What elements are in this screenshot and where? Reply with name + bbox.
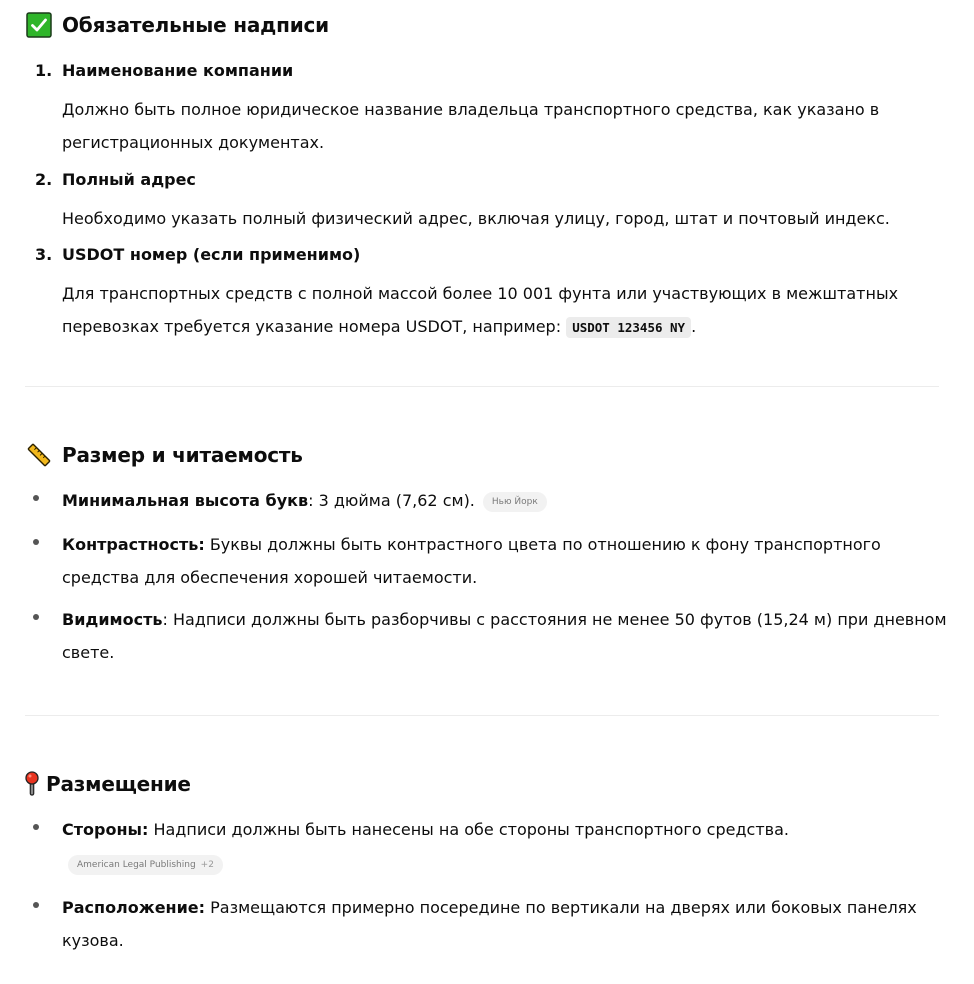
item-body: : Надписи должны быть разборчивы с расстояния не менее 50 футов (15,24 м) при дневном свете. <box>62 610 947 662</box>
section-title: Размещение <box>46 772 191 796</box>
source-chip[interactable] <box>68 855 223 875</box>
item-text <box>62 603 952 669</box>
round-pushpin-icon <box>24 771 40 797</box>
bullet-icon <box>33 539 39 545</box>
source-count: +2 <box>200 860 214 870</box>
item-text <box>62 891 952 957</box>
item-label: Видимость <box>62 610 163 629</box>
bullet-icon <box>33 614 39 620</box>
item-text <box>62 528 952 594</box>
bullet-icon <box>33 902 39 908</box>
bullet-icon <box>33 495 39 501</box>
source-chip[interactable]: Нью Йорк <box>483 492 547 512</box>
description-text: Для транспортных средств с полной массой более 10 001 фунта или участвующих в межштатных перевозках требуется указание номера USDOT, например: <box>62 284 899 336</box>
source-name: American Legal Publishing <box>77 860 196 870</box>
section-divider <box>25 386 939 387</box>
item-label: Контрастность: <box>62 535 205 554</box>
item-body: Надписи должны быть нанесены на обе стороны транспортного средства. <box>148 820 789 839</box>
item-description <box>62 277 942 344</box>
check-mark-button-icon <box>26 12 52 38</box>
item-text <box>62 484 952 517</box>
item-title: Наименование компании <box>62 61 294 80</box>
item-body: Буквы должны быть контрастного цвета по отношению к фону транспортного средства для обеспечения хорошей читаемости. <box>62 535 881 587</box>
section-title: Размер и читаемость <box>62 443 303 467</box>
item-description: Должно быть полное юридическое название владельца транспортного средства, как указано в регистрационных документах. <box>62 100 880 152</box>
item-body: : 3 дюйма (7,62 см). <box>308 491 475 510</box>
item-label: Стороны: <box>62 820 149 839</box>
item-text <box>62 813 952 846</box>
section-heading-placement <box>24 771 191 797</box>
item-title: USDOT номер (если применимо) <box>62 245 361 264</box>
list-number: 2. <box>35 170 53 189</box>
description-end: . <box>691 317 697 336</box>
section-heading-size-readability <box>26 442 303 468</box>
section-divider <box>25 715 939 716</box>
item-description: Необходимо указать полный физический адрес, включая улицу, город, штат и почтовый индекс. <box>62 209 890 228</box>
list-number: 1. <box>35 61 53 80</box>
list-number: 3. <box>35 245 53 264</box>
item-title: Полный адрес <box>62 170 196 189</box>
bullet-icon <box>33 824 39 830</box>
section-title: Обязательные надписи <box>62 13 329 37</box>
inline-code: USDOT 123456 NY <box>566 317 691 338</box>
section-heading-required-labels <box>26 12 329 38</box>
item-label: Минимальная высота букв <box>62 491 309 510</box>
item-label: Расположение: <box>62 898 206 917</box>
item-body: Размещаются примерно посередине по вертикали на дверях или боковых панелях кузова. <box>62 898 917 950</box>
ruler-icon <box>26 442 52 468</box>
